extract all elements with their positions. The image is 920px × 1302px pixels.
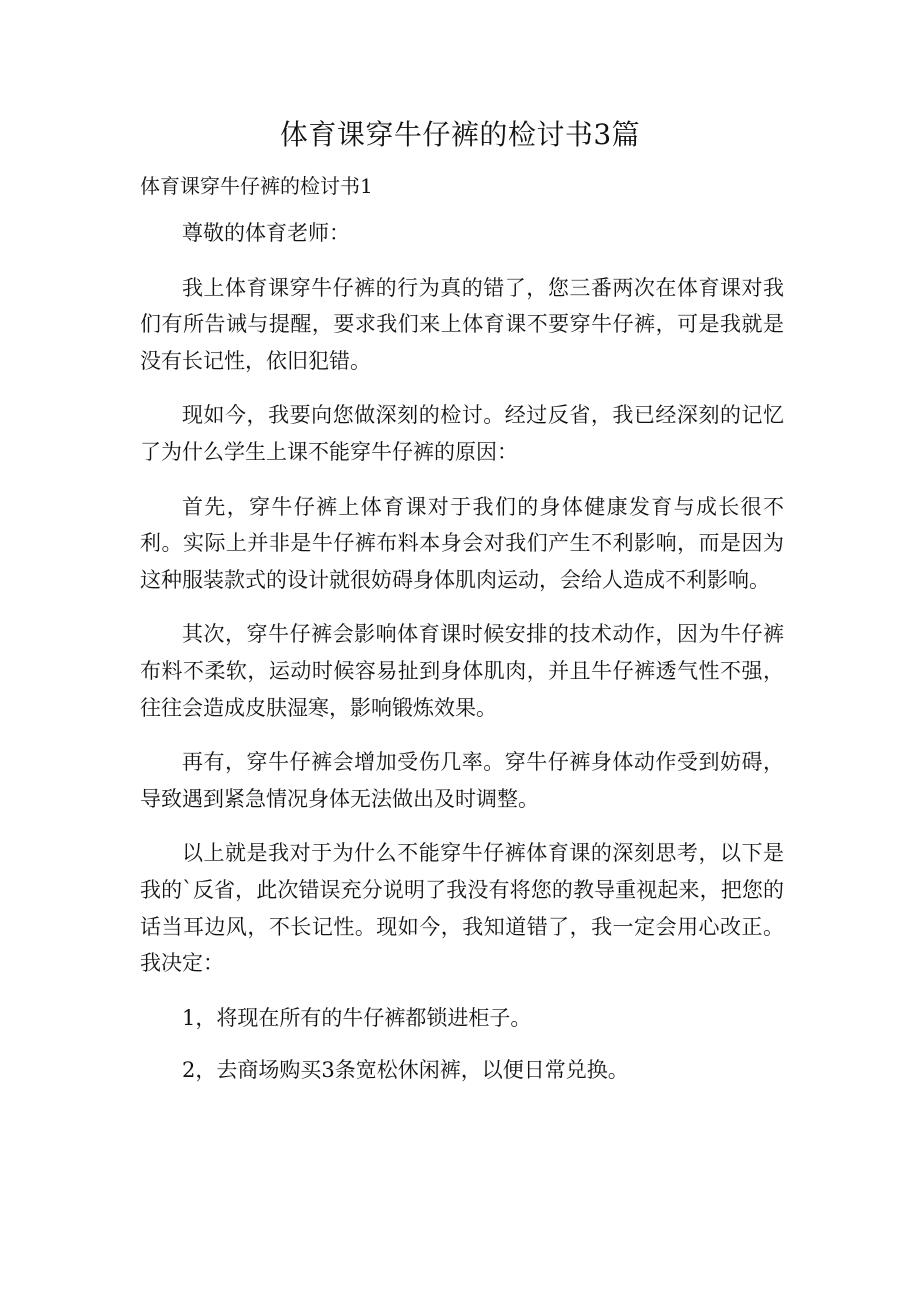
paragraph-conclusion: 以上就是我对于为什么不能穿牛仔裤体育课的深刻思考，以下是我的`反省，此次错误充分说明了我没有将您的教导重视起来，把您的话当耳边风，不长记性。现如今，我知道错了，我一定会用心改正。我决定： (140, 841, 784, 976)
salutation: 尊敬的体育老师： (182, 221, 350, 245)
section-heading: 体育课穿牛仔裤的检讨书1 (140, 174, 373, 198)
paragraph-apology: 我上体育课穿牛仔裤的行为真的错了，您三番两次在体育课对我们有所告诫与提醒，要求我们来上体育课不要穿牛仔裤，可是我就是没有长记性，依旧犯错。 (140, 275, 784, 373)
document-title: 体育课穿牛仔裤的检讨书3篇 (279, 118, 641, 151)
document-body (140, 215, 784, 1105)
list-item-1: 1，将现在所有的牛仔裤都锁进柜子。 (182, 1005, 532, 1030)
paragraph-second-reason: 其次，穿牛仔裤会影响体育课时候安排的技术动作，因为牛仔裤布料不柔软，运动时候容易扯到身体肌肉，并且牛仔裤透气性不强，往往会造成皮肤湿寒，影响锻炼效果。 (140, 622, 784, 720)
paragraph-first-reason: 首先，穿牛仔裤上体育课对于我们的身体健康发育与成长很不利。实际上并非是牛仔裤布料本身会对我们产生不利影响，而是因为这种服装款式的设计就很妨碍身体肌肉运动，会给人造成不利影响。 (140, 494, 784, 592)
paragraph-third-reason: 再有，穿牛仔裤会增加受伤几率。穿牛仔裤身体动作受到妨碍，导致遇到紧急情况身体无法做出及时调整。 (140, 750, 784, 811)
list-item-2: 2，去商场购买3条宽松休闲裤，以便日常兑换。 (182, 1058, 629, 1083)
paragraph-reflection: 现如今，我要向您做深刻的检讨。经过反省，我已经深刻的记忆了为什么学生上课不能穿牛仔裤的原因： (140, 403, 784, 464)
